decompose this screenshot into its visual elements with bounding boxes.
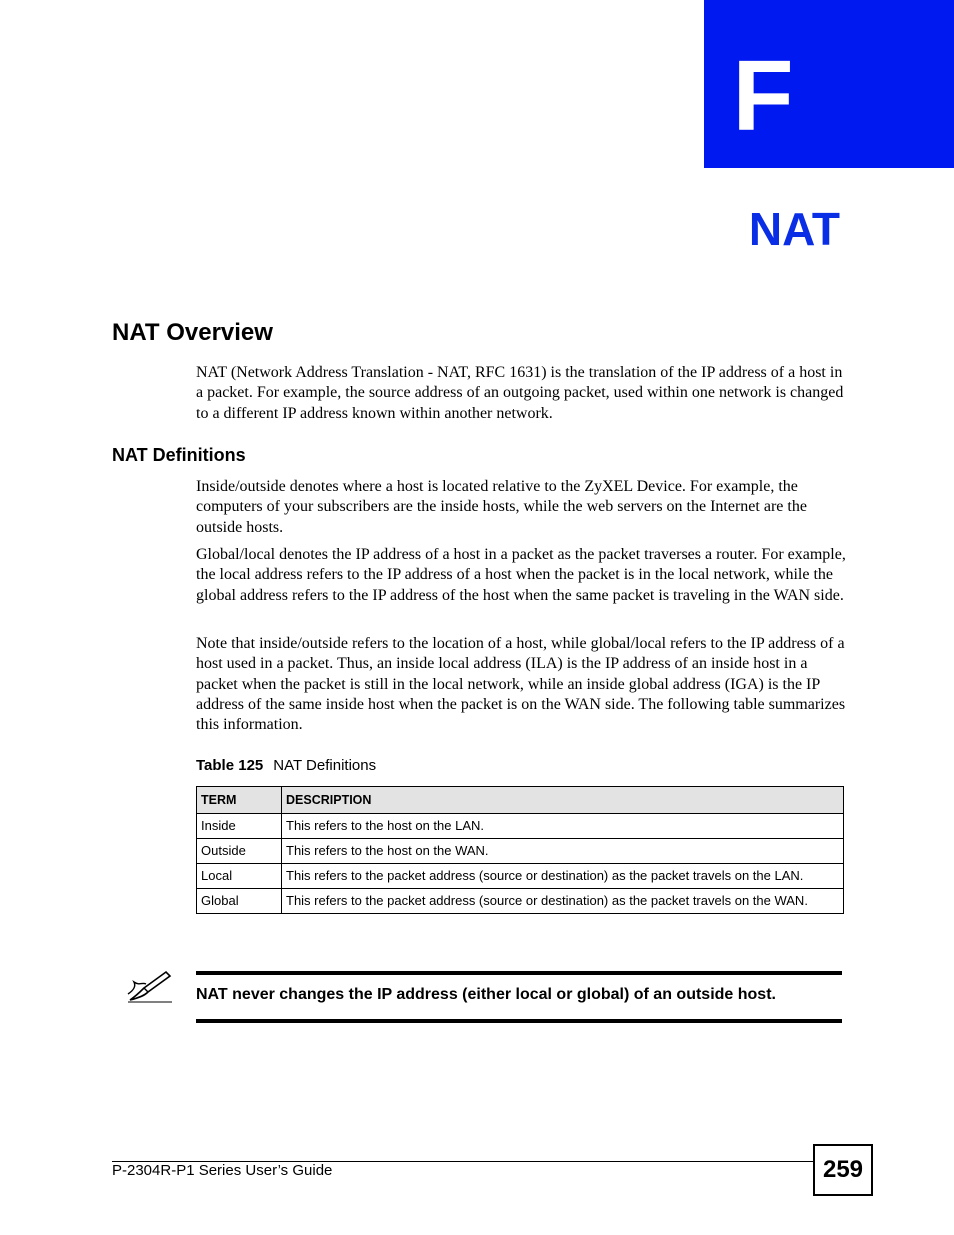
table-cell-description: This refers to the packet address (source or destination) as the packet travels on the WAN. <box>282 889 844 914</box>
note-top-rule <box>196 971 842 975</box>
note-bottom-rule <box>196 1019 842 1023</box>
note-text: NAT never changes the IP address (either local or global) of an outside host. <box>196 986 776 1003</box>
paragraph-inside-outside: Inside/outside denotes where a host is located relative to the ZyXEL Device. For example, the computers of your subscribers are the inside hosts, while the web servers on the Internet are the outside hosts. <box>196 478 807 536</box>
table-header-row <box>197 787 844 814</box>
table-cell-term: Global <box>197 889 282 914</box>
table-caption-number: Table 125 <box>196 757 264 774</box>
table-caption-title: NAT Definitions <box>273 757 377 774</box>
paragraph-summary: Note that inside/outside refers to the location of a host, while global/local refers to the IP address of a host used in a packet. Thus, an inside local address (ILA) is the IP address of an inside host in a packet when the packet is still in the local network, while an inside global address (IGA) is the IP address of the same inside host when the packet is on the WAN side. The following table summarizes this information. <box>196 635 846 734</box>
column-header-term: TERM <box>197 787 282 814</box>
table-cell-description: This refers to the host on the WAN. <box>282 839 844 864</box>
pencil-note-icon <box>126 970 174 1004</box>
chapter-letter: F <box>732 40 794 152</box>
page-number: 259 <box>813 1144 873 1196</box>
column-header-description: DESCRIPTION <box>282 787 844 814</box>
footer-guide-title: P-2304R-P1 Series User’s Guide <box>112 1162 333 1179</box>
chapter-title: NAT <box>748 203 840 255</box>
chapter-tab <box>704 0 954 168</box>
table-cell-term: Inside <box>197 814 282 839</box>
table-cell-term: Local <box>197 864 282 889</box>
overview-paragraph: NAT (Network Address Translation - NAT, RFC 1631) is the translation of the IP address of a host in a packet. For example, the source address of an outgoing packet, used within one network is changed to a different IP address known within another network. <box>196 364 844 422</box>
table-row <box>197 889 844 914</box>
table-cell-description: This refers to the host on the LAN. <box>282 814 844 839</box>
table-cell-term: Outside <box>197 839 282 864</box>
paragraph-global-local: Global/local denotes the IP address of a host in a packet as the packet traverses a router. For example, the local address refers to the IP address of a host when the packet is in the local network, while the global address refers to the IP address of the host when the same packet is traveling in the WAN side. <box>196 546 846 604</box>
table-cell-description: This refers to the packet address (source or destination) as the packet travels on the LAN. <box>282 864 844 889</box>
subsection-heading: NAT Definitions <box>112 445 246 465</box>
section-heading: NAT Overview <box>112 319 273 346</box>
nat-definitions-table <box>196 786 844 914</box>
table-row <box>197 814 844 839</box>
table-caption <box>196 756 376 776</box>
table-row <box>197 839 844 864</box>
table-row <box>197 864 844 889</box>
